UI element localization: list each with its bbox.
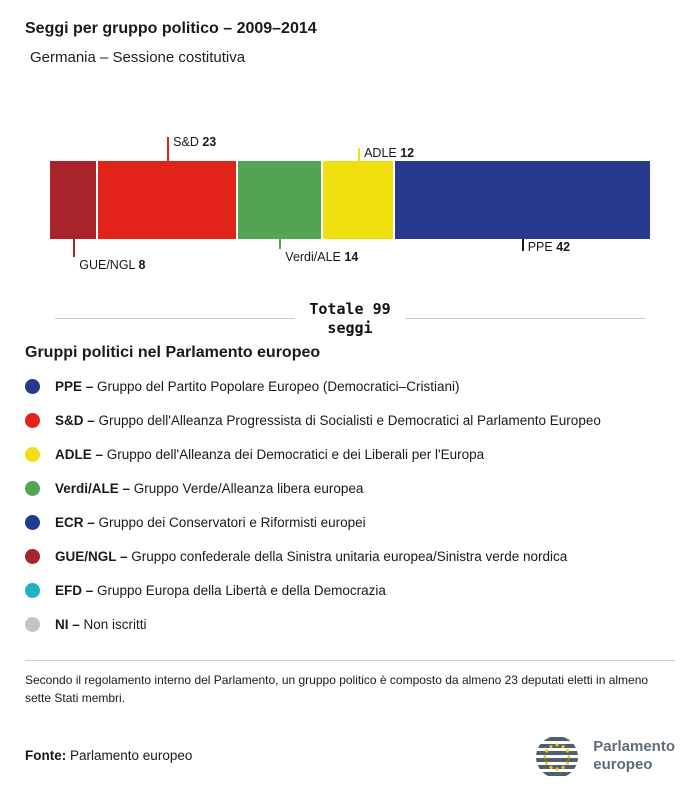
legend-title: Gruppi politici nel Parlamento europeo	[25, 343, 321, 361]
callout-label-ADLE: ADLE 12	[364, 146, 415, 160]
legend-item-ADLE	[25, 438, 675, 472]
footnote-divider	[25, 660, 675, 661]
page-title: Seggi per gruppo politico – 2009–2014	[25, 20, 317, 37]
total-seats-line1: Totale 99	[309, 300, 391, 318]
logo-wordmark-line1: Parlamento	[593, 738, 675, 756]
stacked-bar	[50, 161, 650, 239]
legend-item-text: EFD – Gruppo Europa della Libertà e della Democrazia	[55, 583, 386, 598]
legend-color-dot	[25, 447, 40, 462]
european-parliament-logo	[531, 733, 675, 779]
legend-item-text: GUE/NGL – Gruppo confederale della Sinistra unitaria europea/Sinistra verde nordica	[55, 549, 568, 564]
callout-label-Verdi/ALE: Verdi/ALE 14	[285, 250, 359, 264]
legend-item-text: Verdi/ALE – Gruppo Verde/Alleanza libera europea	[55, 481, 364, 496]
legend-item-NI	[25, 608, 675, 642]
bar-segment-GUE/NGL	[50, 161, 98, 239]
callout-line-ADLE	[358, 148, 360, 161]
legend-item-text: PPE – Gruppo del Partito Popolare Europeo (Democratici–Cristiani)	[55, 379, 460, 394]
ep-hemicycle-stars-icon	[531, 733, 583, 779]
legend-item-text: ADLE – Gruppo dell'Alleanza dei Democratici e dei Liberali per l'Europa	[55, 447, 485, 462]
bar-segment-S&D	[98, 161, 237, 239]
callout-label-S&D: S&D 23	[173, 135, 217, 149]
divider-line-right	[405, 318, 645, 319]
legend-item-text: NI – Non iscritti	[55, 617, 147, 632]
footer	[25, 733, 675, 779]
legend-item-Verdi/ALE	[25, 472, 675, 506]
legend-item-text: S&D – Gruppo dell'Alleanza Progressista di Socialisti e Democratici al Parlamento Europeo	[55, 413, 601, 428]
callout-line-Verdi/ALE	[279, 239, 281, 249]
legend-color-dot	[25, 515, 40, 530]
source-line	[25, 748, 192, 763]
source-text: Parlamento europeo	[70, 748, 193, 763]
legend-color-dot	[25, 583, 40, 598]
legend-color-dot	[25, 379, 40, 394]
legend-item-ECR	[25, 506, 675, 540]
bar-segment-PPE	[395, 161, 650, 239]
bar-segment-Verdi/ALE	[238, 161, 323, 239]
legend-item-EFD	[25, 574, 675, 608]
legend-list	[0, 370, 700, 642]
logo-wordmark	[593, 738, 675, 773]
legend-color-dot	[25, 549, 40, 564]
callout-line-S&D	[167, 137, 169, 161]
logo-wordmark-line2: europeo	[593, 755, 653, 773]
total-seats-label	[309, 300, 390, 338]
legend-color-dot	[25, 413, 40, 428]
legend-color-dot	[25, 617, 40, 632]
bar-segment-ADLE	[323, 161, 396, 239]
callout-label-PPE: PPE 42	[527, 240, 571, 254]
seats-stacked-bar-chart	[50, 66, 650, 276]
page-subtitle: Germania – Sessione costitutiva	[30, 49, 246, 66]
total-seats-row	[55, 300, 645, 338]
legend-color-dot	[25, 481, 40, 496]
source-label: Fonte:	[25, 748, 67, 763]
footnote-text: Secondo il regolamento interno del Parlamento, un gruppo politico è composto da almeno 23 deputati eletti in almeno sette Stati membri.	[25, 672, 649, 705]
callout-line-PPE	[522, 239, 524, 251]
legend-item-PPE	[25, 370, 675, 404]
callout-line-GUE/NGL	[73, 239, 75, 257]
legend-item-GUE/NGL	[25, 540, 675, 574]
callout-label-GUE/NGL: GUE/NGL 8	[79, 258, 146, 272]
legend-item-text: ECR – Gruppo dei Conservatori e Riformisti europei	[55, 515, 366, 530]
total-seats-line2: seggi	[327, 318, 373, 337]
divider-line-left	[55, 318, 295, 319]
legend-item-S&D	[25, 404, 675, 438]
